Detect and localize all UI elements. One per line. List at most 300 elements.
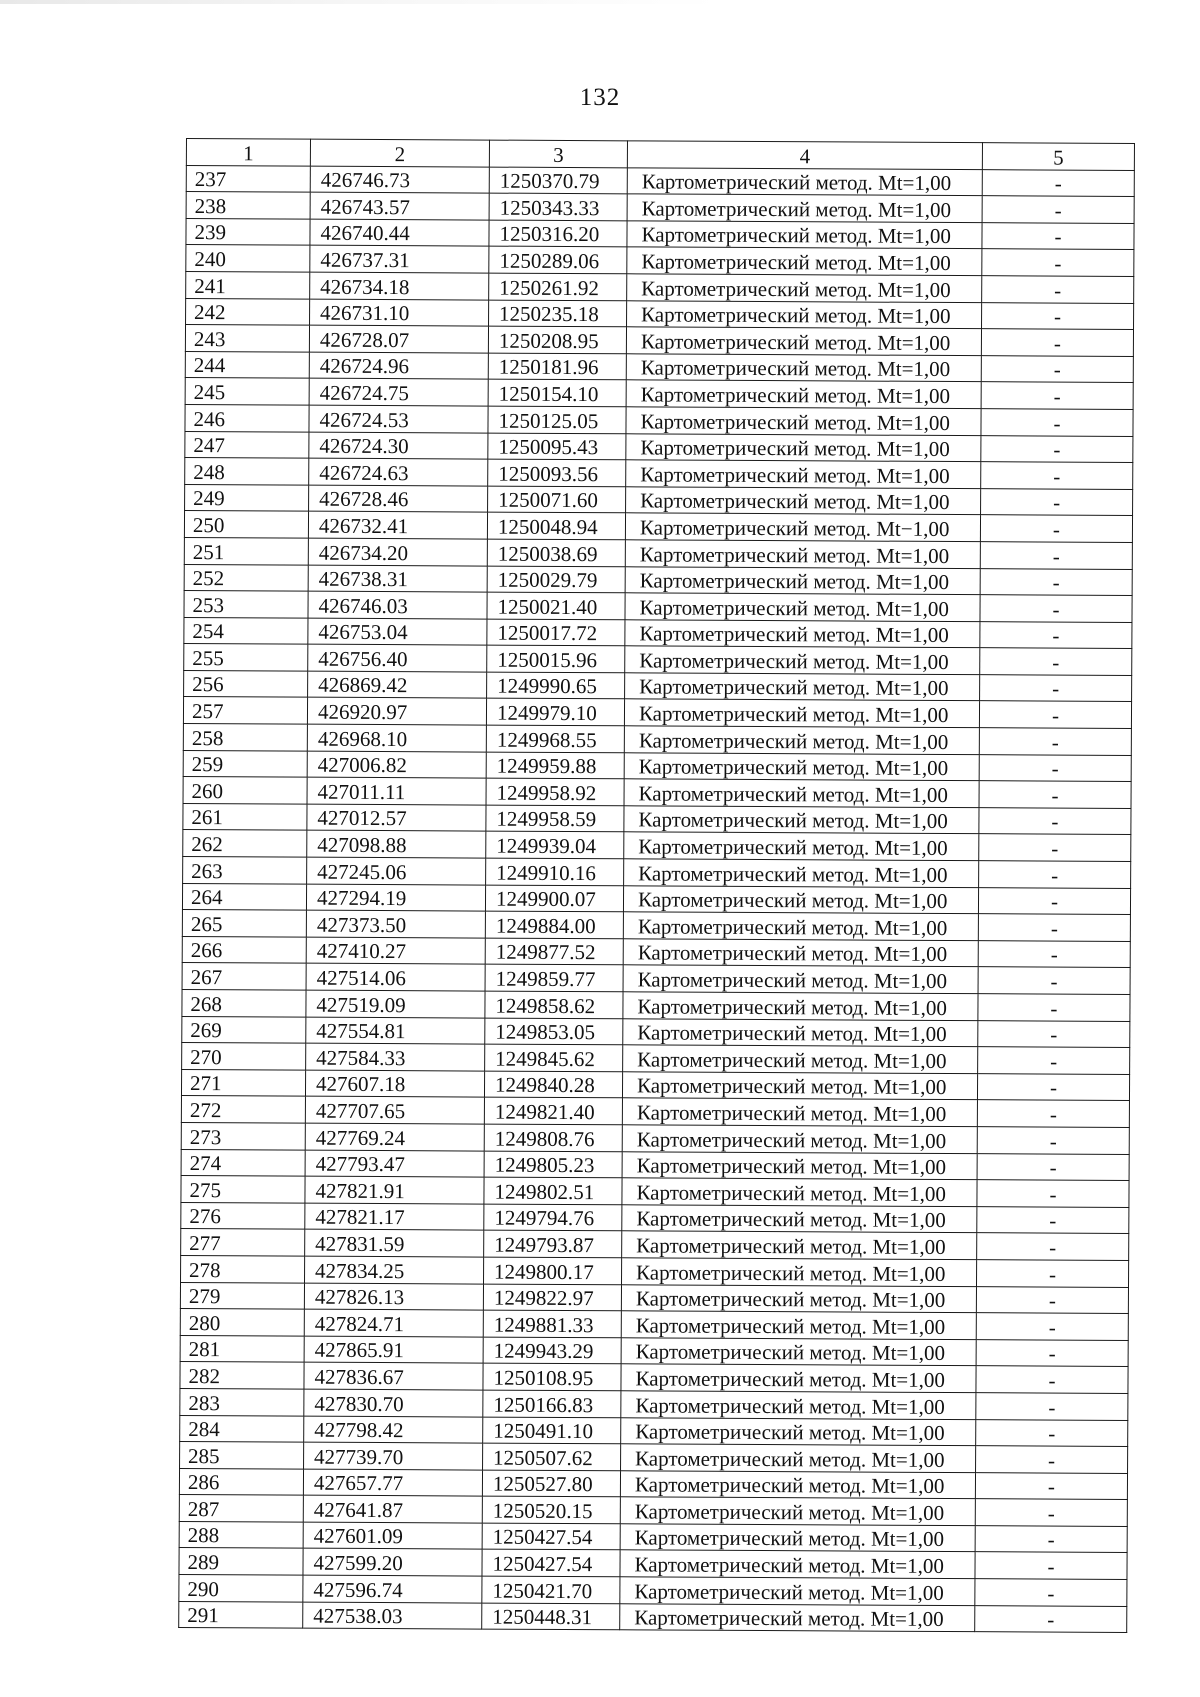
x-coordinate-cell: 427793.47 [305,1150,484,1178]
point-number-cell: 239 [186,218,310,245]
y-coordinate-cell: 1250181.96 [488,353,626,380]
method-cell: Картометрический метод. Mt=1,00 [626,380,981,408]
method-cell: Картометрический метод. Mt=1,00 [622,1125,977,1153]
table-row [183,777,1131,809]
y-coordinate-cell: 1250108.95 [483,1363,621,1390]
method-cell: Картометрический метод. Mt=1,00 [622,1205,977,1233]
x-coordinate-cell: 426732.41 [308,511,487,539]
y-coordinate-cell: 1250029.79 [487,566,625,593]
table-row [184,617,1132,649]
x-coordinate-cell: 426920.97 [307,698,486,726]
method-cell: Картометрический метод. Mt=1,00 [627,194,982,222]
point-number-cell: 251 [184,537,308,564]
x-coordinate-cell: 427821.91 [305,1176,484,1204]
point-number-cell: 262 [183,830,307,857]
x-coordinate-cell: 427831.59 [305,1229,484,1257]
table-row [185,325,1133,357]
point-number-cell: 278 [181,1255,305,1282]
method-cell: Картометрический метод. Mt=1,00 [626,460,981,488]
y-coordinate-cell: 1250021.40 [487,592,625,619]
point-number-cell: 268 [182,989,306,1016]
y-coordinate-cell: 1249958.59 [486,805,624,832]
note-cell: - [975,1526,1127,1553]
point-number-cell: 267 [182,963,306,990]
y-coordinate-cell: 1250038.69 [487,539,625,566]
y-coordinate-cell: 1250154.10 [488,379,626,406]
y-coordinate-cell: 1249910.16 [486,858,624,885]
x-coordinate-cell: 427245.06 [307,857,486,885]
method-cell: Картометрический метод. Mt=1,00 [620,1497,975,1525]
note-cell: - [979,781,1131,808]
note-cell: - [982,276,1134,303]
y-coordinate-cell: 1250370.79 [489,167,627,194]
method-cell: Картометрический метод. Mt=1,00 [624,859,979,887]
table-row [180,1309,1128,1341]
method-cell: Картометрический метод. Mt=1,00 [627,300,982,328]
y-coordinate-cell: 1249805.23 [484,1151,622,1178]
point-number-cell: 254 [184,617,308,644]
note-cell: - [981,409,1133,436]
x-coordinate-cell: 427011.11 [307,777,486,805]
method-cell: Картометрический метод. Mt=1,00 [627,221,982,249]
method-cell: Картометрический метод. Mt=1,00 [626,407,981,435]
table-row [181,1176,1129,1208]
note-cell: - [976,1339,1128,1366]
y-coordinate-cell: 1249853.05 [485,1018,623,1045]
point-number-cell: 241 [186,271,310,298]
table-row [186,218,1134,250]
x-coordinate-cell: 427826.13 [304,1283,483,1311]
note-cell: - [982,302,1134,329]
note-cell: - [977,1206,1129,1233]
note-cell: - [981,382,1133,409]
x-coordinate-cell: 427373.50 [306,910,485,938]
method-cell: Картометрический метод. Mt=1,00 [626,487,981,515]
y-coordinate-cell: 1250261.92 [489,273,627,300]
point-number-cell: 245 [185,378,309,405]
table-row [181,1096,1129,1128]
note-cell: - [979,834,1131,861]
method-cell: Картометрический метод. Mt=1,00 [621,1364,976,1392]
table-row [181,1229,1129,1261]
method-cell: Картометрический метод. Mt=1,00 [622,1178,977,1206]
method-cell: Картометрический метод. Mt=1,00 [626,327,981,355]
note-cell: - [977,1180,1129,1207]
note-cell: - [977,1233,1129,1260]
note-cell: - [976,1286,1128,1313]
method-cell: Картометрический метод. Mt=1,00 [624,832,979,860]
table-row [182,1016,1130,1048]
y-coordinate-cell: 1250048.94 [487,512,625,539]
header-cell-1: 1 [186,139,310,166]
y-coordinate-cell: 1249877.52 [485,938,623,965]
table-row [182,883,1130,915]
y-coordinate-cell: 1250491.10 [483,1417,621,1444]
x-coordinate-cell: 426724.75 [309,378,488,406]
y-coordinate-cell: 1249979.10 [486,699,624,726]
point-number-cell: 270 [182,1043,306,1070]
table-row [184,670,1132,702]
note-cell: - [980,542,1132,569]
table-row [184,564,1132,596]
point-number-cell: 269 [182,1016,306,1043]
x-coordinate-cell: 427798.42 [304,1416,483,1444]
method-cell: Картометрический метод. Mt=1,00 [625,673,980,701]
point-number-cell: 273 [181,1122,305,1149]
note-cell: - [982,222,1134,249]
table-row [185,404,1133,436]
point-number-cell: 272 [181,1096,305,1123]
x-coordinate-cell: 426737.31 [310,246,489,274]
x-coordinate-cell: 426734.18 [310,272,489,300]
x-coordinate-cell: 427599.20 [303,1549,482,1577]
y-coordinate-cell: 1249939.04 [486,832,624,859]
table-row [185,378,1133,410]
point-number-cell: 282 [180,1362,304,1389]
method-cell: Картометрический метод. Mt=1,00 [623,939,978,967]
y-coordinate-cell: 1250095.43 [488,433,626,460]
table-row [182,936,1130,968]
point-number-cell: 253 [184,591,308,618]
y-coordinate-cell: 1250507.62 [483,1443,621,1470]
point-number-cell: 250 [184,511,308,538]
y-coordinate-cell: 1249822.97 [483,1284,621,1311]
table-row [184,644,1132,676]
table-row [186,271,1134,303]
y-coordinate-cell: 1249900.07 [485,885,623,912]
y-coordinate-cell: 1249793.87 [484,1230,622,1257]
method-cell: Картометрический метод. Mt=1,00 [622,1151,977,1179]
table-row [184,591,1132,623]
coordinates-table [178,138,1135,1633]
table-row [180,1335,1128,1367]
x-coordinate-cell: 426724.96 [309,352,488,380]
method-cell: Картометрический метод. Mt=1,00 [627,274,982,302]
point-number-cell: 249 [185,484,309,511]
point-number-cell: 247 [185,431,309,458]
table-row [182,1043,1130,1075]
method-cell: Картометрический метод. Mt=1,00 [620,1470,975,1498]
y-coordinate-cell: 1250289.06 [489,246,627,273]
point-number-cell: 261 [183,803,307,830]
table-row [186,165,1134,197]
note-cell: - [980,568,1132,595]
table-row [179,1575,1127,1607]
point-number-cell: 264 [182,883,306,910]
x-coordinate-cell: 427519.09 [306,990,485,1018]
y-coordinate-cell: 1250208.95 [488,326,626,353]
table-row [180,1442,1128,1474]
note-cell: - [975,1499,1127,1526]
note-cell: - [977,1153,1129,1180]
header-cell-4: 4 [627,141,982,169]
method-cell: Картометрический метод. Mt=1,00 [623,1045,978,1073]
x-coordinate-cell: 427821.17 [305,1203,484,1231]
method-cell: Картометрический метод. Mt=1,00 [624,779,979,807]
x-coordinate-cell: 427641.87 [303,1495,482,1523]
table-row [185,351,1133,383]
point-number-cell: 240 [186,245,310,272]
y-coordinate-cell: 1250448.31 [482,1603,620,1630]
table-row [183,830,1131,862]
point-number-cell: 256 [184,670,308,697]
y-coordinate-cell: 1250071.60 [488,486,626,513]
y-coordinate-cell: 1249859.77 [485,964,623,991]
method-cell: Картометрический метод. Mt=1,00 [621,1284,976,1312]
x-coordinate-cell: 427538.03 [303,1602,482,1630]
point-number-cell: 255 [184,644,308,671]
note-cell: - [979,861,1131,888]
note-cell: - [976,1366,1128,1393]
x-coordinate-cell: 427657.77 [303,1469,482,1497]
method-cell: Картометрический метод. Mt=1,00 [627,247,982,275]
method-cell: Картометрический метод. Mt=1,00 [620,1550,975,1578]
point-number-cell: 280 [180,1309,304,1336]
table-row [180,1282,1128,1314]
point-number-cell: 279 [180,1282,304,1309]
method-cell: Картометрический метод. Mt=1,00 [624,806,979,834]
x-coordinate-cell: 427006.82 [307,751,486,779]
x-coordinate-cell: 426724.63 [309,458,488,486]
y-coordinate-cell: 1249943.29 [483,1337,621,1364]
table-row [186,245,1134,277]
table-row [179,1521,1127,1553]
note-cell: - [976,1260,1128,1287]
note-cell: - [981,355,1133,382]
point-number-cell: 259 [183,750,307,777]
x-coordinate-cell: 427584.33 [306,1043,485,1071]
x-coordinate-cell: 427514.06 [306,964,485,992]
table-row [181,1069,1129,1101]
x-coordinate-cell: 426968.10 [307,724,486,752]
y-coordinate-cell: 1249881.33 [483,1310,621,1337]
note-cell: - [976,1313,1128,1340]
method-cell: Картометрический метод. Mt=1,00 [620,1603,975,1631]
table-row [183,857,1131,889]
table-row [182,963,1130,995]
note-cell: - [978,914,1130,941]
method-cell: Картометрический метод. Mt=1,00 [622,1258,977,1286]
note-cell: - [982,249,1134,276]
note-cell: - [975,1552,1127,1579]
note-cell: - [981,488,1133,515]
y-coordinate-cell: 1250015.96 [487,645,625,672]
method-cell: Картометрический метод. Mt=1,00 [620,1577,975,1605]
x-coordinate-cell: 427836.67 [304,1362,483,1390]
x-coordinate-cell: 426756.40 [308,644,487,672]
y-coordinate-cell: 1249884.00 [485,911,623,938]
point-number-cell: 244 [185,351,309,378]
note-cell: - [979,701,1131,728]
y-coordinate-cell: 1249968.55 [486,725,624,752]
note-cell: - [978,887,1130,914]
point-number-cell: 291 [179,1601,303,1628]
note-cell: - [980,595,1132,622]
table-row [181,1255,1129,1287]
x-coordinate-cell: 427410.27 [306,937,485,965]
method-cell: Картометрический метод. Mt=1,00 [621,1391,976,1419]
x-coordinate-cell: 427098.88 [307,831,486,859]
header-cell-2: 2 [310,139,489,167]
method-cell: Картометрический метод. Mt=1,00 [626,354,981,382]
x-coordinate-cell: 426728.46 [309,485,488,513]
y-coordinate-cell: 1249845.62 [485,1044,623,1071]
note-cell: - [979,808,1131,835]
note-cell: - [980,621,1132,648]
y-coordinate-cell: 1250316.20 [489,220,627,247]
method-cell: Картометрический метод. Mt=1,00 [625,540,980,568]
table-row [184,537,1132,569]
table-row [180,1388,1128,1420]
method-cell: Картометрический метод. Mt=1,00 [621,1444,976,1472]
x-coordinate-cell: 426738.31 [308,565,487,593]
note-cell: - [980,648,1132,675]
method-cell: Картометрический метод. Mt=1,00 [621,1417,976,1445]
table-row [181,1122,1129,1154]
point-number-cell: 265 [182,910,306,937]
x-coordinate-cell: 426746.03 [308,591,487,619]
x-coordinate-cell: 427865.91 [304,1336,483,1364]
note-cell: - [978,994,1130,1021]
y-coordinate-cell: 1249858.62 [485,991,623,1018]
note-cell: - [976,1446,1128,1473]
y-coordinate-cell: 1250093.56 [488,459,626,486]
x-coordinate-cell: 427824.71 [304,1309,483,1337]
table-row [181,1149,1129,1181]
table-row [186,298,1134,330]
x-coordinate-cell: 426869.42 [308,671,487,699]
y-coordinate-cell: 1249800.17 [484,1257,622,1284]
y-coordinate-cell: 1250421.70 [482,1576,620,1603]
x-coordinate-cell: 427607.18 [305,1070,484,1098]
point-number-cell: 284 [180,1415,304,1442]
method-cell: Картометрический метод. Mt=1,00 [624,726,979,754]
y-coordinate-cell: 1249959.88 [486,752,624,779]
y-coordinate-cell: 1249794.76 [484,1204,622,1231]
point-number-cell: 263 [183,857,307,884]
point-number-cell: 274 [181,1149,305,1176]
point-number-cell: 266 [182,936,306,963]
point-number-cell: 271 [181,1069,305,1096]
point-number-cell: 238 [186,192,310,219]
point-number-cell: 276 [181,1202,305,1229]
y-coordinate-cell: 1250235.18 [489,300,627,327]
method-cell: Картометрический метод. Mt=1,00 [623,965,978,993]
scan-edge [0,0,1200,4]
table-body [179,139,1135,1633]
y-coordinate-cell: 1250343.33 [489,193,627,220]
x-coordinate-cell: 426724.53 [309,405,488,433]
y-coordinate-cell: 1249821.40 [484,1097,622,1124]
point-number-cell: 286 [179,1468,303,1495]
note-cell: - [976,1393,1128,1420]
x-coordinate-cell: 427012.57 [307,804,486,832]
x-coordinate-cell: 427601.09 [303,1522,482,1550]
point-number-cell: 288 [179,1521,303,1548]
table-row [179,1548,1127,1580]
method-cell: Картометрический метод. Mt=1,00 [624,752,979,780]
note-cell: - [978,1020,1130,1047]
table-row [185,484,1133,516]
method-cell: Картометрический метод. Mt=1,00 [622,1231,977,1259]
y-coordinate-cell: 1249808.76 [484,1124,622,1151]
table-row [184,511,1132,543]
y-coordinate-cell: 1250427.54 [482,1550,620,1577]
y-coordinate-cell: 1249958.92 [486,778,624,805]
table-row [181,1202,1129,1234]
point-number-cell: 260 [183,777,307,804]
table-row [180,1415,1128,1447]
x-coordinate-cell: 427596.74 [303,1575,482,1603]
x-coordinate-cell: 427834.25 [305,1256,484,1284]
point-number-cell: 287 [179,1495,303,1522]
method-cell: Картометрический метод. Mt=1,00 [624,699,979,727]
note-cell: - [978,940,1130,967]
table-row [183,803,1131,835]
point-number-cell: 243 [185,325,309,352]
note-cell: - [982,196,1134,223]
point-number-cell: 283 [180,1388,304,1415]
point-number-cell: 275 [181,1176,305,1203]
point-number-cell: 242 [186,298,310,325]
point-number-cell: 285 [180,1442,304,1469]
point-number-cell: 257 [183,697,307,724]
note-cell: - [981,435,1133,462]
y-coordinate-cell: 1250520.15 [482,1496,620,1523]
point-number-cell: 248 [185,458,309,485]
x-coordinate-cell: 427739.70 [304,1442,483,1470]
x-coordinate-cell: 427294.19 [306,884,485,912]
table-row [182,989,1130,1021]
y-coordinate-cell: 1250427.54 [482,1523,620,1550]
y-coordinate-cell: 1249990.65 [487,672,625,699]
x-coordinate-cell: 426734.20 [308,538,487,566]
method-cell: Картометрический метод. Mt=1,00 [623,912,978,940]
note-cell: - [981,329,1133,356]
note-cell: - [982,169,1134,196]
note-cell: - [979,754,1131,781]
table-row [179,1468,1127,1500]
method-cell: Картометрический метод. Mt=1,00 [620,1524,975,1552]
point-number-cell: 277 [181,1229,305,1256]
point-number-cell: 281 [180,1335,304,1362]
point-number-cell: 258 [183,724,307,751]
method-cell: Картометрический метод. Mt=1,00 [622,1072,977,1100]
note-cell: - [978,1047,1130,1074]
x-coordinate-cell: 427707.65 [305,1097,484,1125]
method-cell: Картометрический метод. Mt=1,00 [626,433,981,461]
method-cell: Картометрический метод. Mt=1,00 [623,1018,978,1046]
x-coordinate-cell: 426753.04 [308,618,487,646]
method-cell: Картометрический метод. Mt=1,00 [625,593,980,621]
method-cell: Картометрический метод. Mt−1,00 [625,513,980,541]
method-cell: Картометрический метод. Mt=1,00 [623,885,978,913]
header-cell-3: 3 [489,140,627,167]
y-coordinate-cell: 1249802.51 [484,1177,622,1204]
method-cell: Картометрический метод. Mt=1,00 [621,1311,976,1339]
x-coordinate-cell: 426743.57 [310,192,489,220]
table-row [179,1495,1127,1527]
note-cell: - [981,462,1133,489]
note-cell: - [980,515,1132,542]
point-number-cell: 290 [179,1575,303,1602]
x-coordinate-cell: 427554.81 [306,1017,485,1045]
table-row [185,431,1133,463]
table-row [185,458,1133,490]
method-cell: Картометрический метод. Mt=1,00 [625,646,980,674]
note-cell: - [975,1605,1127,1632]
table-row [182,910,1130,942]
